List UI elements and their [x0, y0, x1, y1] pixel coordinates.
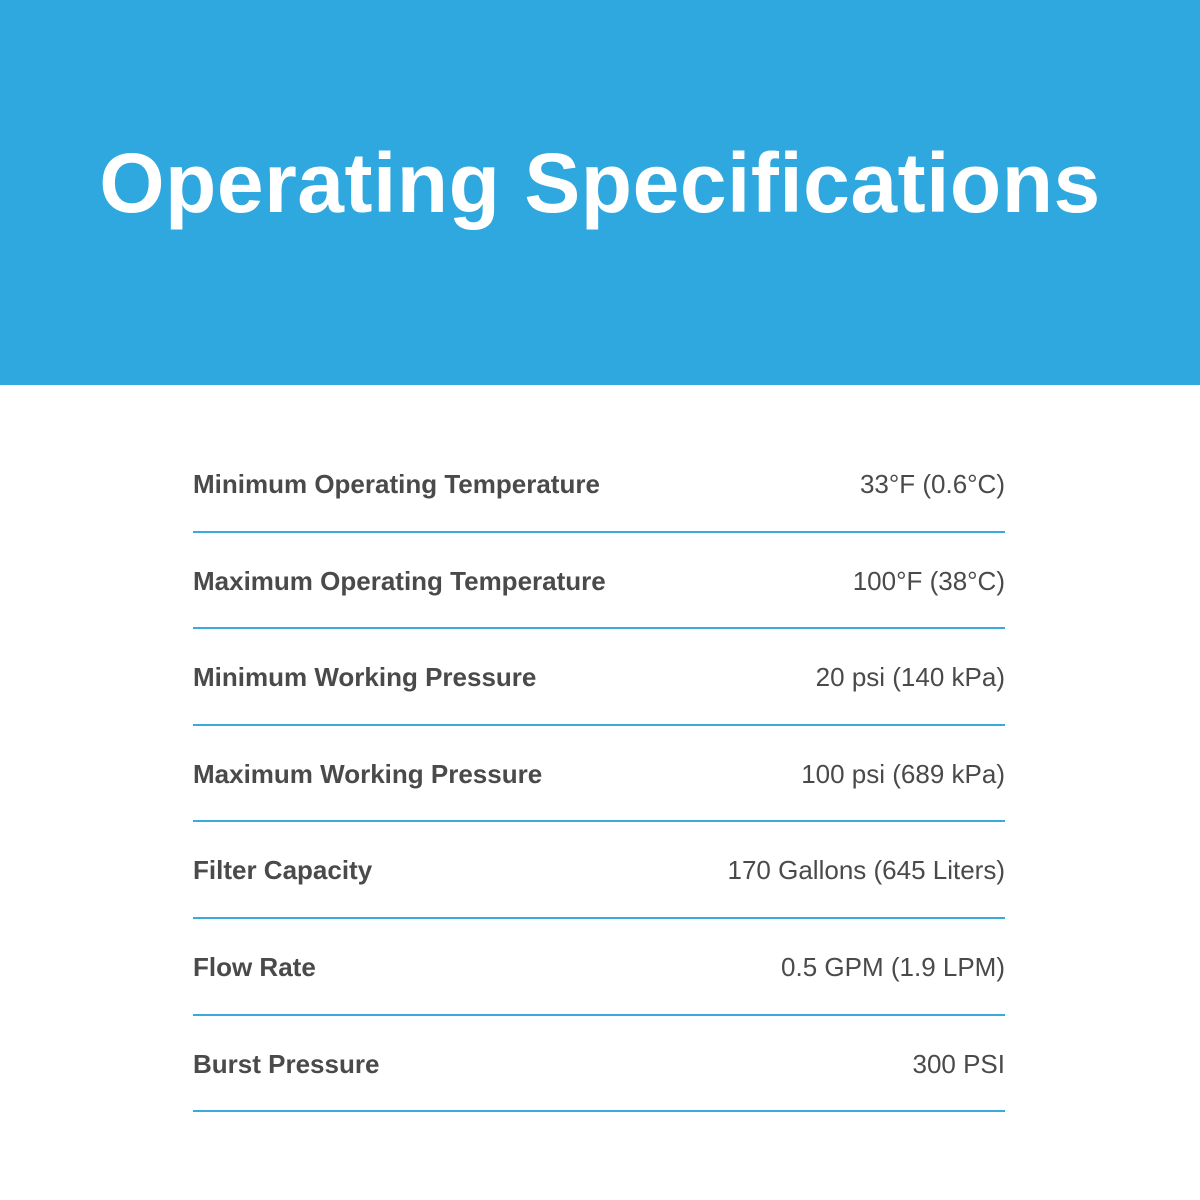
spec-label: Minimum Operating Temperature	[193, 469, 600, 499]
spec-label: Filter Capacity	[193, 855, 373, 886]
spec-value: 100°F (38°C)	[852, 565, 1005, 596]
spec-value: 300 PSI	[912, 1048, 1005, 1079]
spec-value: 20 psi (140 kPa)	[815, 662, 1005, 693]
spec-value: 170 Gallons (645 Liters)	[727, 855, 1005, 886]
spec-list	[193, 436, 1005, 1112]
spec-row-burst-pressure	[193, 1016, 1005, 1113]
spec-row-min-operating-temp	[193, 436, 1005, 533]
spec-label: Minimum Working Pressure	[193, 662, 537, 693]
spec-row-flow-rate	[193, 919, 1005, 1016]
spec-label: Burst Pressure	[193, 1048, 380, 1079]
spec-row-min-working-pressure	[193, 629, 1005, 726]
spec-row-max-operating-temp	[193, 533, 1005, 630]
spec-label: Maximum Working Pressure	[193, 758, 543, 789]
spec-value: 100 psi (689 kPa)	[801, 758, 1005, 789]
header-banner	[0, 0, 1200, 385]
page-title: Operating Specifications	[99, 136, 1101, 230]
spec-row-filter-capacity	[193, 822, 1005, 919]
spec-row-max-working-pressure	[193, 726, 1005, 823]
spec-value: 33°F (0.6°C)	[859, 469, 1005, 499]
spec-label: Maximum Operating Temperature	[193, 565, 606, 596]
spec-label: Flow Rate	[193, 951, 316, 982]
spec-value: 0.5 GPM (1.9 LPM)	[781, 951, 1005, 982]
